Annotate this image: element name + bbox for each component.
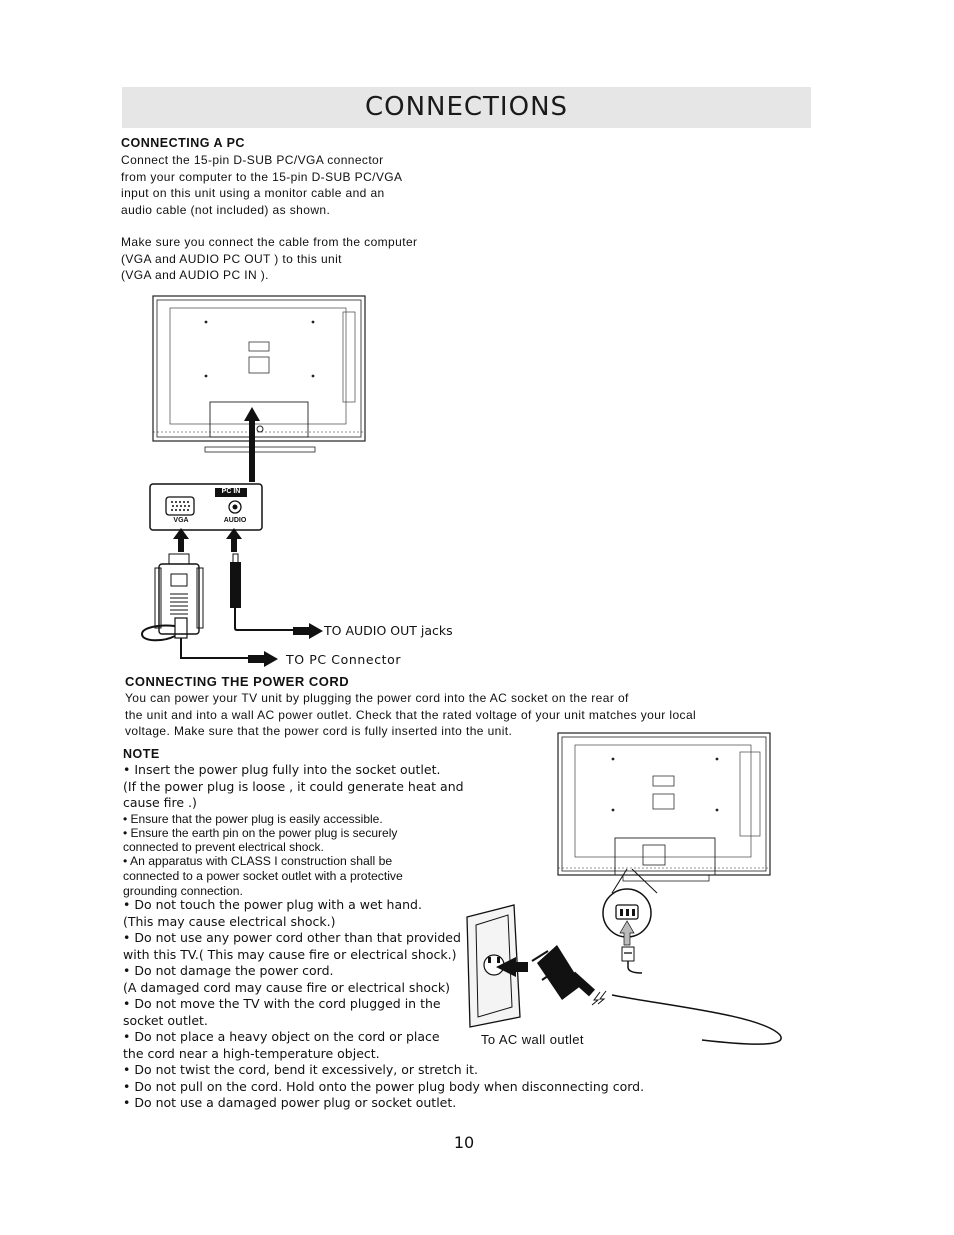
text-line: • Ensure the earth pin on the power plug is securely bbox=[123, 826, 398, 840]
text-line: Connect the 15-pin D-SUB PC/VGA connector bbox=[121, 153, 384, 167]
note-block bbox=[123, 812, 397, 854]
text-line: You can power your TV unit by plugging the power cord into the AC socket on the rear of bbox=[125, 691, 629, 705]
text-line: cause fire .) bbox=[123, 795, 197, 810]
pc-section-heading: CONNECTING A PC bbox=[121, 136, 245, 150]
text-line: (VGA and AUDIO PC IN ). bbox=[121, 268, 269, 282]
text-line: • Do not twist the cord, bend it excessively, or stretch it. bbox=[123, 1062, 478, 1077]
note-heading: NOTE bbox=[123, 747, 160, 761]
cable-diagram bbox=[138, 552, 308, 667]
arrow-to-tv-icon bbox=[244, 407, 260, 482]
text-line: the cord near a high-temperature object. bbox=[123, 1045, 380, 1061]
text-line: connected to prevent electrical shock. bbox=[123, 840, 324, 854]
text-line: socket outlet. bbox=[123, 1012, 208, 1028]
text-line: • Ensure that the power plug is easily accessible. bbox=[123, 812, 383, 826]
text-line: • An apparatus with CLASS I construction shall be bbox=[123, 854, 393, 868]
note-block bbox=[123, 762, 464, 812]
page-number: 10 bbox=[453, 1133, 475, 1152]
power-cord-diagram bbox=[462, 865, 792, 1060]
text-line: • Do not touch the power plug with a wet hand. bbox=[123, 897, 422, 912]
audio-label: AUDIO bbox=[223, 517, 247, 524]
ac-outlet-label: To AC wall outlet bbox=[481, 1032, 584, 1047]
audio-arrow-icon bbox=[226, 528, 242, 552]
text-line: input on this unit using a monitor cable and an bbox=[121, 186, 385, 200]
tv-rear-diagram-pc bbox=[150, 292, 370, 457]
text-line: • Do not place a heavy object on the cord or place bbox=[123, 1029, 440, 1044]
pc-connector-arrow-icon bbox=[248, 651, 278, 667]
vga-arrow-icon bbox=[173, 528, 189, 552]
pc-connector-label: TO PC Connector bbox=[286, 652, 402, 667]
text-line: • Do not use any power cord other than that provided bbox=[123, 930, 461, 945]
text-line: • Do not use a damaged power plug or socket outlet. bbox=[123, 1095, 457, 1110]
text-line: connected to a power socket outlet with a protective bbox=[123, 869, 403, 883]
page-title: CONNECTIONS bbox=[364, 92, 569, 122]
text-line: • Do not move the TV with the cord plugged in the bbox=[123, 996, 441, 1011]
vga-label: VGA bbox=[173, 517, 189, 524]
pc-cable-note bbox=[121, 234, 417, 284]
text-line: from your computer to the 15-pin D-SUB PC/VGA bbox=[121, 169, 403, 184]
pc-instructions bbox=[121, 152, 402, 218]
text-line: • Do not damage the power cord. bbox=[123, 963, 334, 978]
text-line: • Do not pull on the cord. Hold onto the power plug body when disconnecting cord. bbox=[123, 1078, 645, 1094]
text-line: with this TV.( This may cause fire or electrical shock.) bbox=[123, 946, 457, 962]
pc-in-badge: PC IN bbox=[221, 488, 241, 495]
text-line: (This may cause electrical shock.) bbox=[123, 913, 336, 929]
audio-out-label: TO AUDIO OUT jacks bbox=[324, 623, 453, 638]
audio-out-arrow-icon bbox=[293, 623, 323, 639]
text-line: (VGA and AUDIO PC OUT ) to this unit bbox=[121, 251, 342, 266]
text-line: the unit and into a wall AC power outlet. Check that the rated voltage of your unit matches your local bbox=[125, 707, 697, 722]
text-line: audio cable (not included) as shown. bbox=[121, 202, 331, 217]
text-line: • Insert the power plug fully into the socket outlet. bbox=[123, 762, 441, 777]
power-section-heading: CONNECTING THE POWER CORD bbox=[125, 674, 350, 689]
text-line: Make sure you connect the cable from the computer bbox=[121, 235, 418, 249]
text-line: (If the power plug is loose , it could generate heat and bbox=[123, 778, 464, 794]
text-line: voltage. Make sure that the power cord is fully inserted into the unit. bbox=[125, 724, 513, 738]
note-block bbox=[123, 854, 403, 899]
text-line: (A damaged cord may cause fire or electrical shock) bbox=[123, 979, 451, 995]
text-line: grounding connection. bbox=[123, 884, 243, 898]
